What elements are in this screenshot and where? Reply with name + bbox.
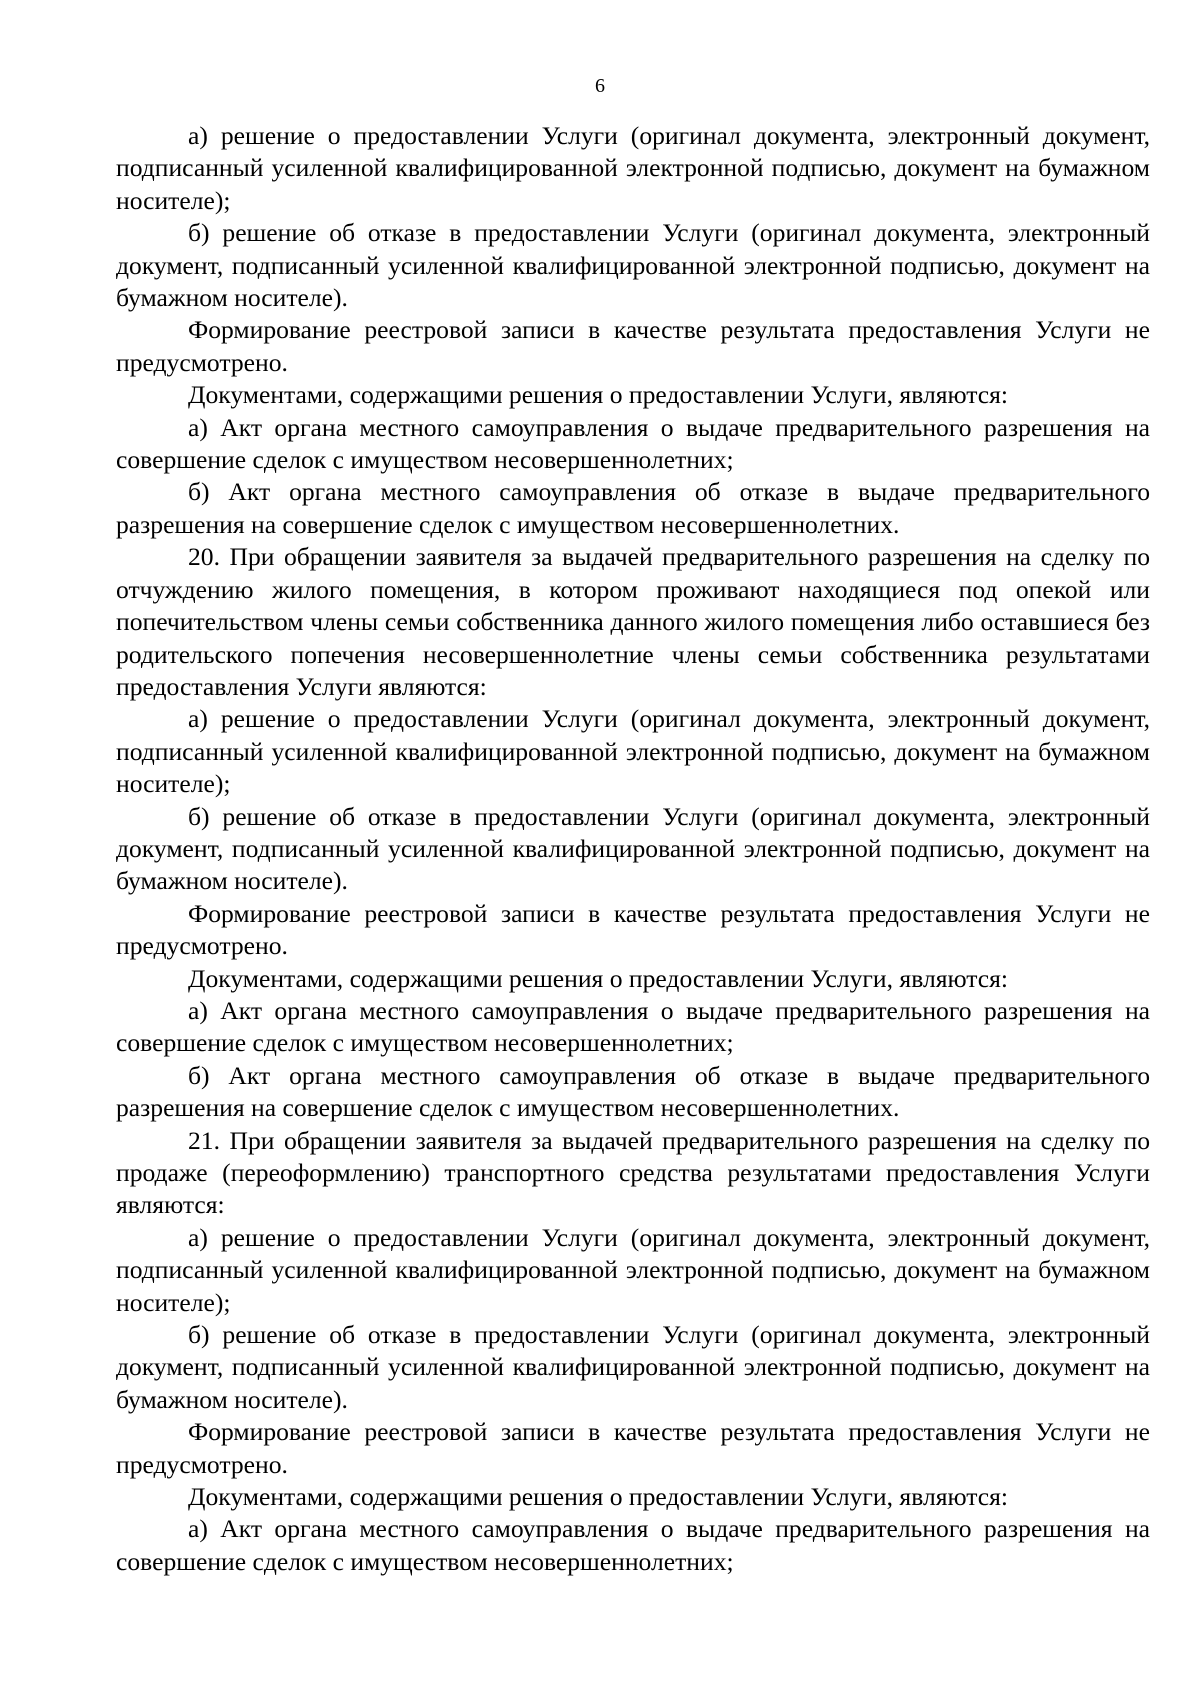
- page-number: 6: [595, 75, 605, 97]
- document-body: [116, 120, 1150, 1578]
- paragraph-act-b: б) Акт органа местного самоуправления об отказе в выдаче предварительного разрешения на совершение сделок с имуществом несовершеннолетних.: [116, 1060, 1150, 1123]
- paragraph-item-a: а) решение о предоставлении Услуги (оригинал документа, электронный документ, подписанный усиленной квалифицированной электронной подписью, документ на бумажном носителе);: [116, 121, 1150, 215]
- paragraph-documents-intro: Документами, содержащими решения о предоставлении Услуги, являются:: [188, 963, 1009, 993]
- paragraph-act-a: а) Акт органа местного самоуправления о выдаче предварительного разрешения на совершение сделок с имуществом несовершеннолетних;: [116, 1514, 1150, 1576]
- paragraph-section-21: 21. При обращении заявителя за выдачей предварительного разрешения на сделку по продаже (переоформлению) транспортного средства результатами предоставления Услуги являются:: [116, 1125, 1150, 1220]
- paragraph-registry-note: Формирование реестровой записи в качестве результата предоставления Услуги не предусмотрено.: [116, 1417, 1150, 1479]
- paragraph-documents-intro: Документами, содержащими решения о предоставлении Услуги, являются:: [188, 1482, 1009, 1512]
- paragraph-registry-note: Формирование реестровой записи в качестве результата предоставления Услуги не предусмотрено.: [116, 315, 1150, 377]
- paragraph-item-b: б) решение об отказе в предоставлении Услуги (оригинал документа, электронный документ, подписанный усиленной квалифицированной электронной подписью, документ на бумажном носителе).: [116, 1320, 1150, 1414]
- paragraph-item-b: б) решение об отказе в предоставлении Услуги (оригинал документа, электронный документ, подписанный усиленной квалифицированной электронной подписью, документ на бумажном носителе).: [116, 801, 1150, 896]
- paragraph-item-a: а) решение о предоставлении Услуги (оригинал документа, электронный документ, подписанный усиленной квалифицированной электронной подписью, документ на бумажном носителе);: [116, 1222, 1150, 1317]
- paragraph-act-a: а) Акт органа местного самоуправления о выдаче предварительного разрешения на совершение сделок с имуществом несовершеннолетних;: [116, 995, 1150, 1058]
- paragraph-act-a: а) Акт органа местного самоуправления о выдаче предварительного разрешения на совершение сделок с имуществом несовершеннолетних;: [116, 412, 1150, 475]
- paragraph-item-a: а) решение о предоставлении Услуги (оригинал документа, электронный документ, подписанный усиленной квалифицированной электронной подписью, документ на бумажном носителе);: [116, 704, 1150, 799]
- paragraph-item-b: б) решение об отказе в предоставлении Услуги (оригинал документа, электронный документ, подписанный усиленной квалифицированной электронной подписью, документ на бумажном носителе).: [116, 218, 1150, 313]
- paragraph-registry-note: Формирование реестровой записи в качестве результата предоставления Услуги не предусмотрено.: [116, 898, 1150, 961]
- paragraph-act-b: б) Акт органа местного самоуправления об отказе в выдаче предварительного разрешения на совершение сделок с имуществом несовершеннолетних.: [116, 477, 1150, 539]
- paragraph-section-20: 20. При обращении заявителя за выдачей предварительного разрешения на сделку по отчуждению жилого помещения, в котором проживают находящиеся под опекой или попечительством члены семьи собственника данного жилого помещения либо оставшиеся без родительского попечения несовершеннолетние члены семьи собственника результатами предоставления Услуги являются:: [116, 542, 1150, 701]
- paragraph-documents-intro: Документами, содержащими решения о предоставлении Услуги, являются:: [188, 380, 1009, 410]
